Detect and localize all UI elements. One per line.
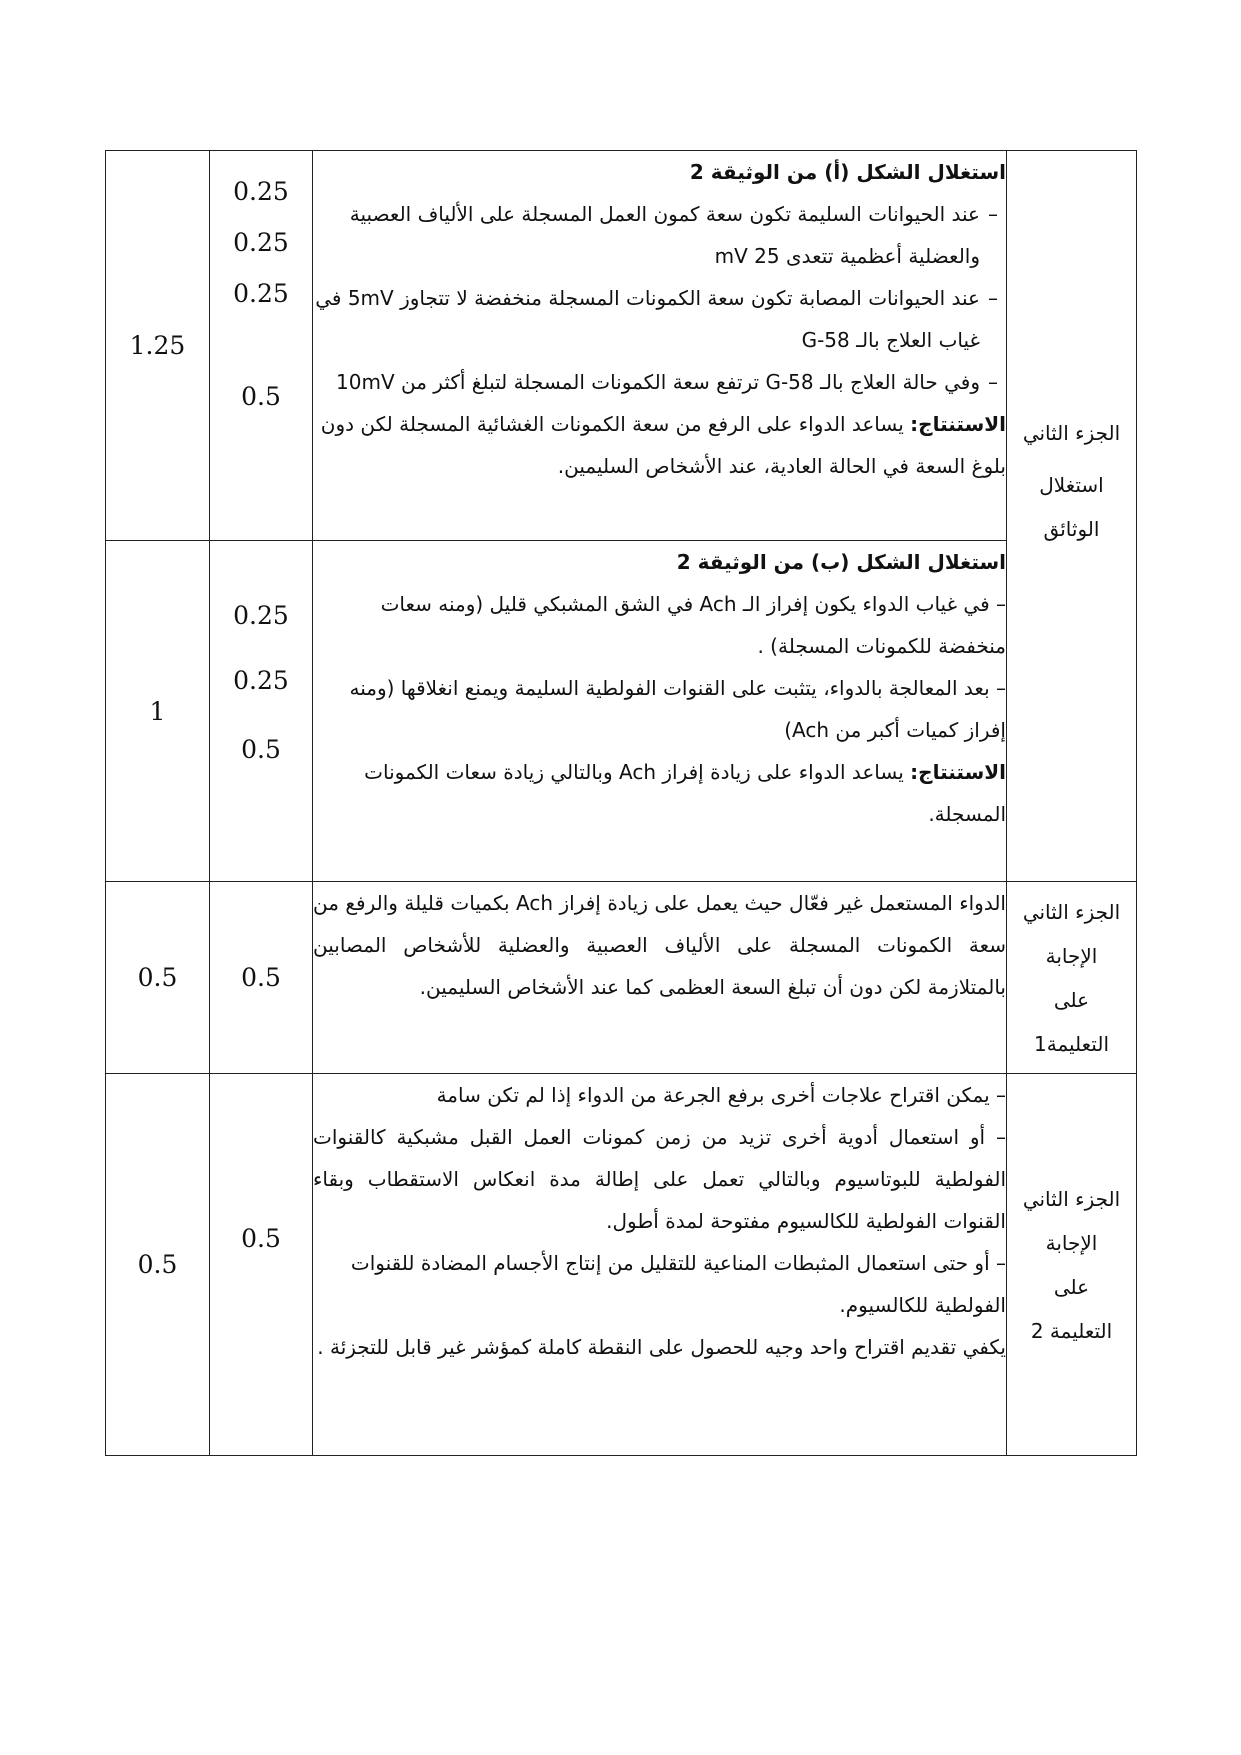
partial-score: 0.25 [233, 601, 289, 630]
section-label-cell [1007, 1074, 1137, 1456]
list-item: – بعد المعالجة بالدواء، يتثبت على القنوات الفولطية السليمة ويمنع انغلاقها (ومنه إفراز كميات أكبر من Ach) [349, 676, 1006, 742]
partial-score: 0.25 [233, 228, 289, 257]
table-row [106, 541, 1137, 882]
section-heading: استغلال الشكل (أ) من الوثيقة 2 [689, 160, 1006, 184]
section-label: الوثائق [1043, 517, 1100, 541]
section-label: استغلال [1039, 473, 1104, 497]
partial-scores-cell [210, 541, 313, 882]
list-item: – أو استعمال أدوية أخرى تزيد من زمن كمونات العمل القبل مشبكية كالقنوات الفولطية للبوتاسيوم وبالتالي تعمل على إطالة مدة انعكاس الاستقطاب وبقاء القنوات الفولطية للكالسيوم مفتوحة لمدة أطول. [313, 1125, 1006, 1233]
section-label: الجزء الثاني [1022, 899, 1121, 924]
list-item: – أو حتى استعمال المثبطات المناعية للتقليل من إنتاج الأجسام المضادة للقنوات الفولطية للكالسيوم. [350, 1251, 1006, 1317]
total-score: 1.25 [129, 331, 186, 360]
total-score-cell [106, 541, 210, 882]
list-item: – في غياب الدواء يكون إفراز الـ Ach في الشق المشبكي قليل (ومنه سعات منخفضة للكمونات المسجلة) . [380, 592, 1006, 658]
total-score: 1 [149, 696, 166, 726]
total-score-cell [106, 151, 210, 541]
section-label-cell [1007, 151, 1137, 882]
partial-score-cell [210, 1074, 313, 1456]
partial-score: 0.5 [241, 1224, 281, 1253]
answer-text: الدواء المستعمل غير فعّال حيث يعمل على زيادة إفراز Ach بكميات قليلة والرفع من سعة الكمونات المسجلة على الألياف العصبية والعضلية للأشخاص المصابين بالمتلازمة لكن دون أن تبلغ السعة العظمى كما عند الأشخاص السليمين. [313, 891, 1006, 999]
partial-score: 0.5 [241, 963, 281, 992]
partial-score: 0.5 [241, 735, 281, 764]
section-label: الجزء الثاني [1022, 1186, 1121, 1211]
partial-score: 0.25 [233, 177, 289, 206]
section-heading: استغلال الشكل (ب) من الوثيقة 2 [676, 550, 1006, 574]
conclusion-label: الاستنتاج: [910, 412, 1006, 436]
section-label: على [1053, 1274, 1090, 1299]
partial-score: 0.25 [233, 666, 289, 695]
table-row [106, 1074, 1137, 1456]
grading-table [105, 150, 1137, 1456]
section-label-cell [1007, 882, 1137, 1074]
conclusion-label: الاستنتاج: [910, 760, 1006, 784]
conclusion-text: يساعد الدواء على زيادة إفراز Ach وبالتالي زيادة سعات الكمونات المسجلة. [364, 760, 1006, 826]
list-item: –وفي حالة العلاج بالـ G-58 ترتفع سعة الكمونات المسجلة لتبلغ أكثر من 10mV [336, 370, 998, 394]
answer-text-cell [313, 882, 1007, 1074]
list-item: –عند الحيوانات السليمة تكون سعة كمون العمل المسجلة على الألياف العصبية والعضلية أعظمية تتعدى 25 mV [349, 202, 998, 268]
partial-score: 0.5 [241, 382, 281, 411]
grading-note: يكفي تقديم اقتراح واحد وجيه للحصول على النقطة كاملة كمؤشر غير قابل للتجزئة . [317, 1335, 1006, 1359]
section-label: على [1053, 987, 1090, 1012]
list-item: –عند الحيوانات المصابة تكون سعة الكمونات المسجلة منخفضة لا تتجاوز 5mV في غياب العلاج بالـ G-58 [315, 286, 998, 352]
section-label: التعليمة 2 [1030, 1318, 1113, 1343]
total-score: 0.5 [137, 963, 178, 992]
section-label: الجزء الثاني [1022, 421, 1121, 445]
conclusion-text: يساعد الدواء على الرفع من سعة الكمونات الغشائية المسجلة لكن دون بلوغ السعة في الحالة العادية، عند الأشخاص السليمين. [320, 412, 1006, 478]
section-label: التعليمة1 [1033, 1031, 1109, 1056]
conclusion [313, 751, 1006, 835]
section-label: الإجابة [1045, 1230, 1098, 1255]
answer-text-cell [313, 151, 1007, 541]
section-label: الإجابة [1045, 943, 1098, 968]
partial-scores-cell [210, 151, 313, 541]
total-score: 0.5 [137, 1250, 178, 1279]
answer-text-cell [313, 541, 1007, 882]
table-row [106, 151, 1137, 541]
list-item: – يمكن اقتراح علاجات أخرى برفع الجرعة من الدواء إذا لم تكن سامة [436, 1083, 1006, 1107]
answer-text-cell [313, 1074, 1007, 1456]
total-score-cell [106, 882, 210, 1074]
partial-score-cell [210, 882, 313, 1074]
total-score-cell [106, 1074, 210, 1456]
conclusion [313, 403, 1006, 487]
table-row [106, 882, 1137, 1074]
partial-score: 0.25 [233, 279, 289, 308]
